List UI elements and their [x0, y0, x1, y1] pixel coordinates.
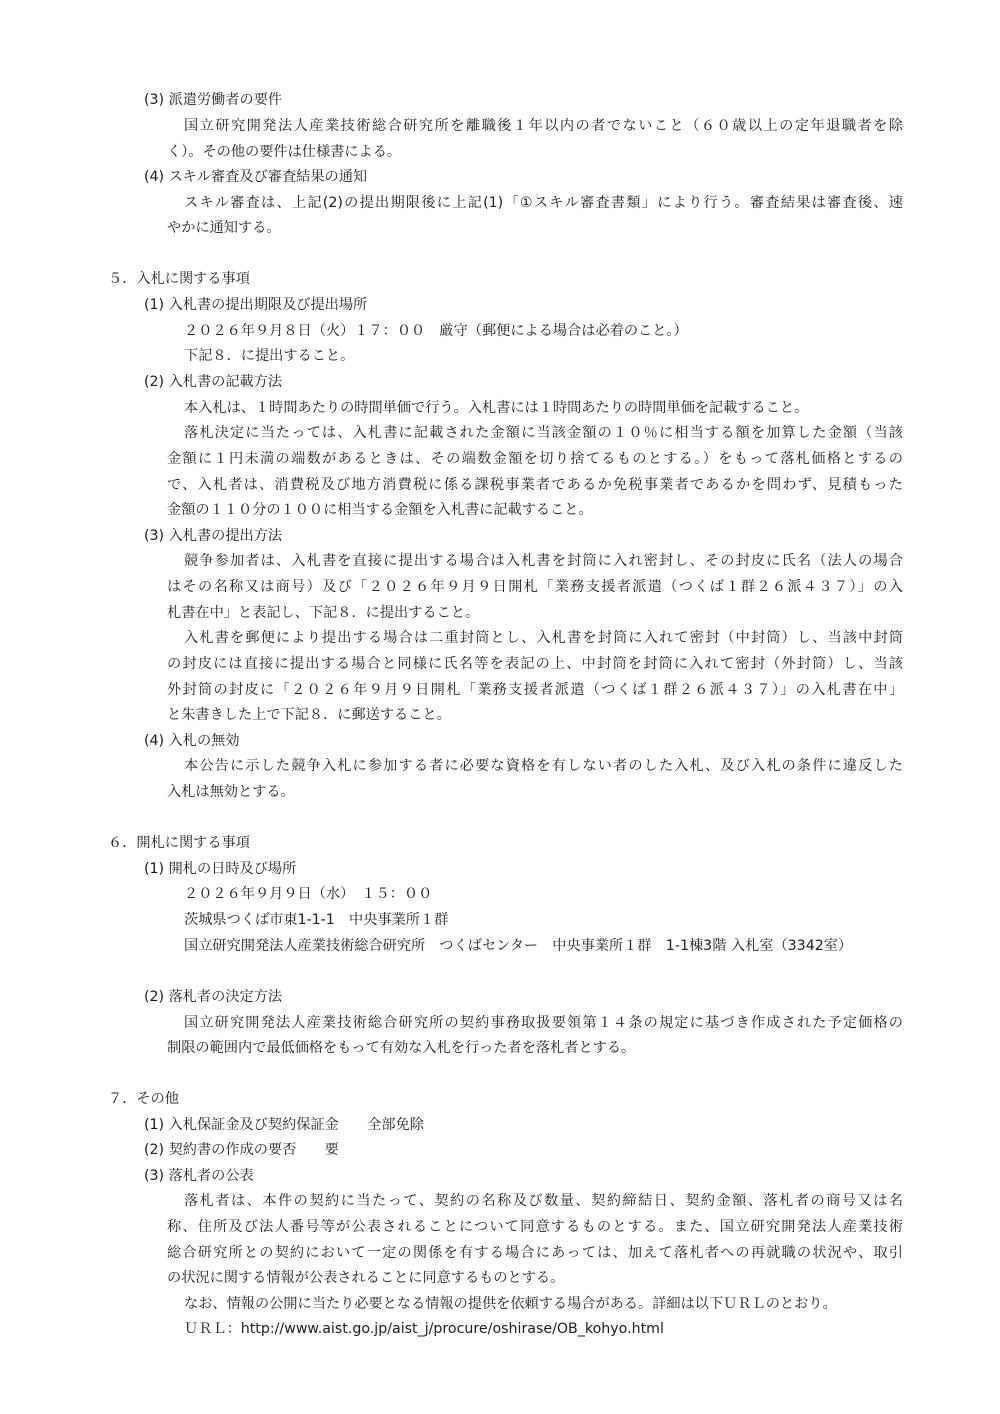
- sec5-sub1-text: 下記８．に提出すること。: [184, 348, 355, 364]
- sec5-sub3-text: 競争参加者は、入札書を直接に提出する場合は入札書を封筒に入れ密封し、その封皮に氏名（法人の場合: [184, 553, 903, 569]
- sec6-sub1-text: 国立研究開発法人産業技術総合研究所 つくばセンター 中央事業所１群 1-1棟3階 入札室（3342室）: [184, 938, 853, 954]
- sec5-sub3-text: はその名称又は商号）及び「２０２６年９月９日開札「業務支援者派遣（つくば１群２６派４３７）」の入: [167, 579, 903, 595]
- sec5-sub1-text: ２０２６年９月８日（火）１７：００ 厳守（郵便による場合は必着のこと。）: [184, 323, 688, 339]
- sec6-sub2-text: 国立研究開発法人産業技術総合研究所の契約事務取扱要領第１４条の規定に基づき作成された予定価格の: [184, 1015, 903, 1031]
- sec5-sub3-text: と朱書きした上で下記８．に郵送すること。: [167, 707, 451, 723]
- sec7-sub3-text: なお、情報の公開に当たり必要となる情報の提供を依頼する場合がある。詳細は以下ＵＲＬのとおり。: [184, 1296, 837, 1312]
- sec5-sub1-heading: (1) 入札書の提出期限及び提出場所: [144, 297, 368, 313]
- sec5-sub2-text: 落札決定に当たっては、入札書に記載された金額に当該金額の１０％に相当する額を加算した金額（当該: [184, 425, 903, 441]
- sec6-sub2-text: 制限の範囲内で最低価格をもって有効な入札を行った者を落札者とする。: [167, 1040, 636, 1056]
- sec7-sub2-text: (2) 契約書の作成の要否 要: [144, 1142, 339, 1158]
- sec7-sub3-text: 称、住所及び法人番号等が公表されることについて同意するものとする。また、国立研究開発法人産業技術: [167, 1219, 903, 1235]
- sec6-sub2-heading: (2) 落札者の決定方法: [144, 989, 283, 1005]
- section-6-title: ６．開札に関する事項: [108, 835, 250, 851]
- sec5-sub2-heading: (2) 入札書の記載方法: [144, 374, 283, 390]
- sec5-sub2-text: 金額の１１０分の１００に相当する金額を入札書に記載すること。: [167, 502, 593, 518]
- sec5-sub3-text: 入札書を郵便により提出する場合は二重封筒とし、入札書を封筒に入れて密封（中封筒）し、当該中封筒: [184, 630, 903, 646]
- sec5-sub2-text: 本入札は、１時間あたりの時間単価で行う。入札書には１時間あたりの時間単価を記載すること。: [184, 400, 809, 416]
- sec5-sub3-text: の封皮には直接に提出する場合と同様に氏名等を表記の上、中封筒を封筒に入れて密封（外封筒）し、当該: [167, 656, 903, 672]
- sec7-sub3-text: 総合研究所との契約において一定の関係を有する場合にあっては、加えて落札者への再就職の状況や、取引: [167, 1245, 903, 1261]
- section-7-title: ７．その他: [108, 1091, 179, 1107]
- sec6-sub1-heading: (1) 開札の日時及び場所: [144, 861, 297, 877]
- sec7-sub1-text: (1) 入札保証金及び契約保証金 全部免除: [144, 1117, 424, 1133]
- sec5-sub3-heading: (3) 入札書の提出方法: [144, 528, 283, 544]
- sec5-sub3-text: 外封筒の封皮に「２０２６年９月９日開札「業務支援者派遣（つくば１群２６派４３７）」の入札書在中」: [167, 682, 903, 698]
- sec5-sub2-text: 金額に１円未満の端数があるときは、その端数金額を切り捨てるものとする。）をもって落札価格とするの: [167, 451, 903, 467]
- sec6-sub1-text: ２０２６年９月９日（水） １５：００: [184, 886, 433, 902]
- sec5-sub4-text: 入札は無効とする。: [167, 784, 295, 800]
- disclosure-url-link[interactable]: ＵＲＬ：http://www.aist.go.jp/aist_j/procure/oshirase/OB_kohyo.html: [184, 1321, 664, 1337]
- sec4-sub3-heading: (3) 派遣労働者の要件: [144, 92, 283, 108]
- sec5-sub4-heading: (4) 入札の無効: [144, 733, 240, 749]
- sec6-sub1-text: 茨城県つくば市東1-1-1 中央事業所１群: [184, 912, 449, 928]
- sec4-sub4-text: やかに通知する。: [167, 220, 281, 236]
- sec4-sub4-text: スキル審査は、上記(2)の提出期限後に上記(1)「①スキル審査書類」により行う。審査結果は審査後、速: [184, 195, 903, 211]
- sec4-sub3-text: 国立研究開発法人産業技術総合研究所を離職後１年以内の者でないこと（６０歳以上の定年退職者を除: [184, 118, 903, 134]
- sec4-sub3-text: く）。その他の要件は仕様書による。: [167, 144, 402, 160]
- sec5-sub3-text: 札書在中」と表記し、下記８．に提出すること。: [167, 605, 480, 621]
- sec5-sub4-text: 本公告に示した競争入札に参加する者に必要な資格を有しない者のした入札、及び入札の条件に違反した: [184, 758, 903, 774]
- sec4-sub4-heading: (4) スキル審査及び審査結果の通知: [144, 169, 368, 185]
- sec7-sub3-text: の状況に関する情報が公表されることに同意するものとする。: [167, 1270, 565, 1286]
- sec7-sub3-text: 落札者は、本件の契約に当たって、契約の名称及び数量、契約締結日、契約金額、落札者の商号又は名: [184, 1193, 903, 1209]
- section-5-title: ５．入札に関する事項: [108, 271, 250, 287]
- sec5-sub2-text: で、入札者は、消費税及び地方消費税に係る課税事業者であるか免税事業者であるかを問わず、見積もった: [167, 477, 903, 493]
- sec7-sub3-heading: (3) 落札者の公表: [144, 1168, 254, 1184]
